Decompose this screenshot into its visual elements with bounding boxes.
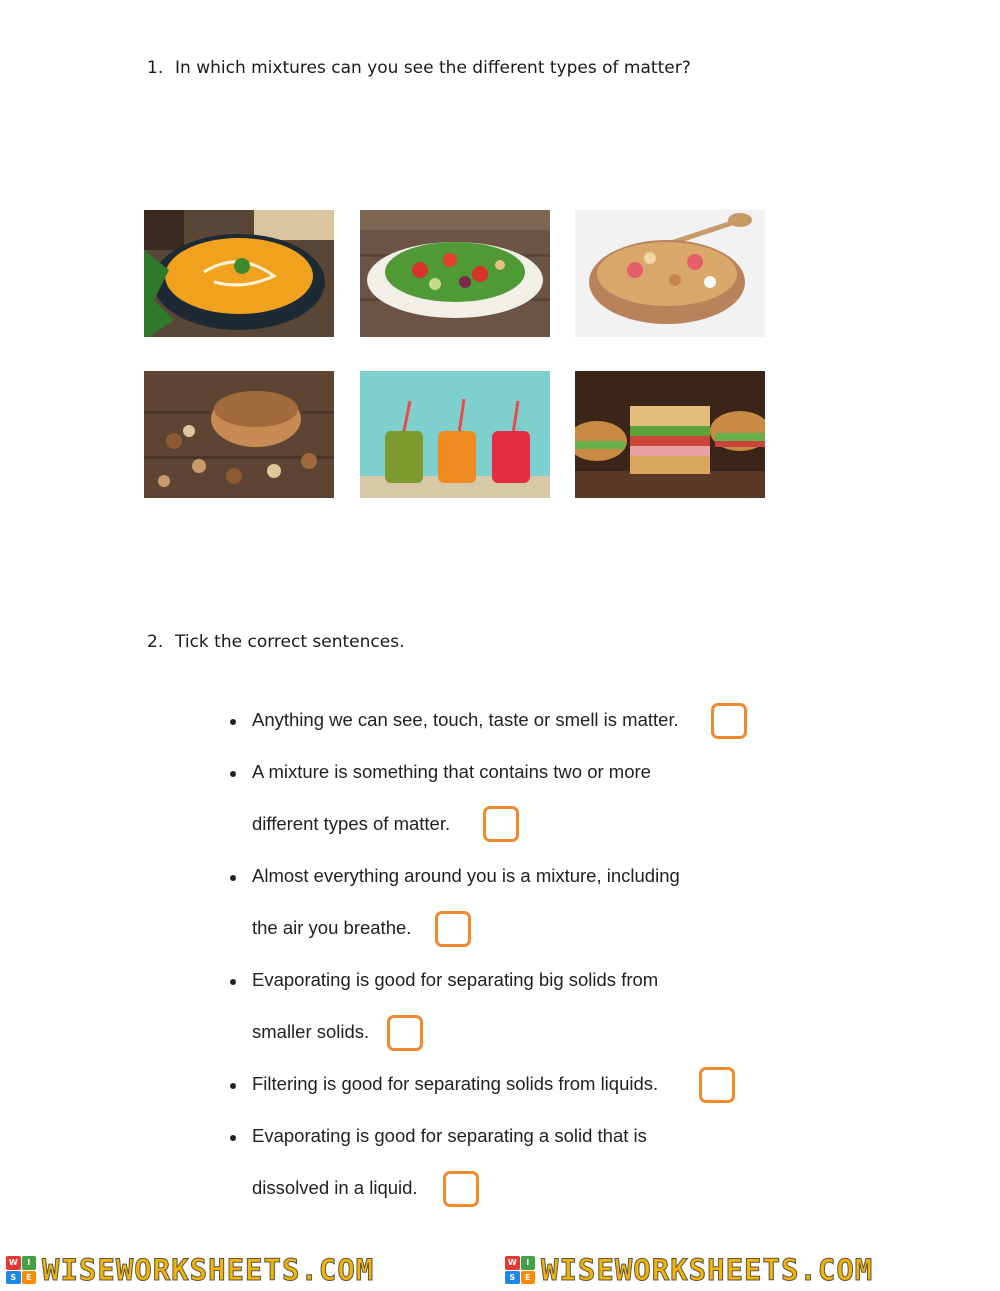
brand-text: WISEWORKSHEETS.COM (42, 1253, 375, 1287)
statement-4-line-1: Evaporating is good for separating big solids from (252, 969, 659, 990)
smoothies-photo[interactable] (360, 371, 550, 498)
sandwiches-photo[interactable] (575, 371, 765, 498)
statement-5-checkbox[interactable] (699, 1067, 735, 1103)
bullet (230, 1083, 236, 1089)
statement-6-line-1: Evaporating is good for separating a solid that is (252, 1125, 647, 1146)
statement-1-checkbox[interactable] (711, 703, 747, 739)
statement-6-checkbox[interactable] (443, 1171, 479, 1207)
bullet (230, 979, 236, 985)
statement-3-line-2: the air you breathe. (252, 917, 412, 938)
bullet (230, 719, 236, 725)
question-2 (147, 632, 404, 652)
bullet (230, 875, 236, 881)
brand-logo (6, 1252, 374, 1288)
question-1-text: In which mixtures can you see the different types of matter? (175, 58, 691, 78)
brand-logo (505, 1252, 873, 1288)
soup-photo[interactable] (144, 210, 334, 337)
cereal-photo[interactable] (575, 210, 765, 337)
footer-watermark (0, 1252, 1000, 1291)
salad-photo[interactable] (360, 210, 550, 337)
logo-icon: W I S E (6, 1256, 36, 1284)
question-1 (147, 58, 691, 78)
statement-2-line-2: different types of matter. (252, 813, 451, 834)
statement-6-line-2: dissolved in a liquid. (252, 1177, 418, 1198)
statement-2-line-1: A mixture is something that contains two or more (252, 761, 651, 782)
statement-4-checkbox[interactable] (387, 1015, 423, 1051)
statement-3-checkbox[interactable] (435, 911, 471, 947)
bullet (230, 771, 236, 777)
bullet (230, 1135, 236, 1141)
brand-text: WISEWORKSHEETS.COM (541, 1253, 874, 1287)
statement-5-line-1: Filtering is good for separating solids from liquids. (252, 1073, 659, 1094)
statement-3-line-1: Almost everything around you is a mixture, including (252, 865, 680, 886)
statement-4-line-2: smaller solids. (252, 1021, 370, 1042)
statement-2-checkbox[interactable] (483, 806, 519, 842)
statement-1-line-1: Anything we can see, touch, taste or smell is matter. (252, 709, 679, 730)
logo-icon: W I S E (505, 1256, 535, 1284)
question-2-text: Tick the correct sentences. (175, 632, 405, 652)
question-2-number: 2. (147, 632, 164, 652)
nuts-photo[interactable] (144, 371, 334, 498)
question-1-number: 1. (147, 58, 164, 78)
